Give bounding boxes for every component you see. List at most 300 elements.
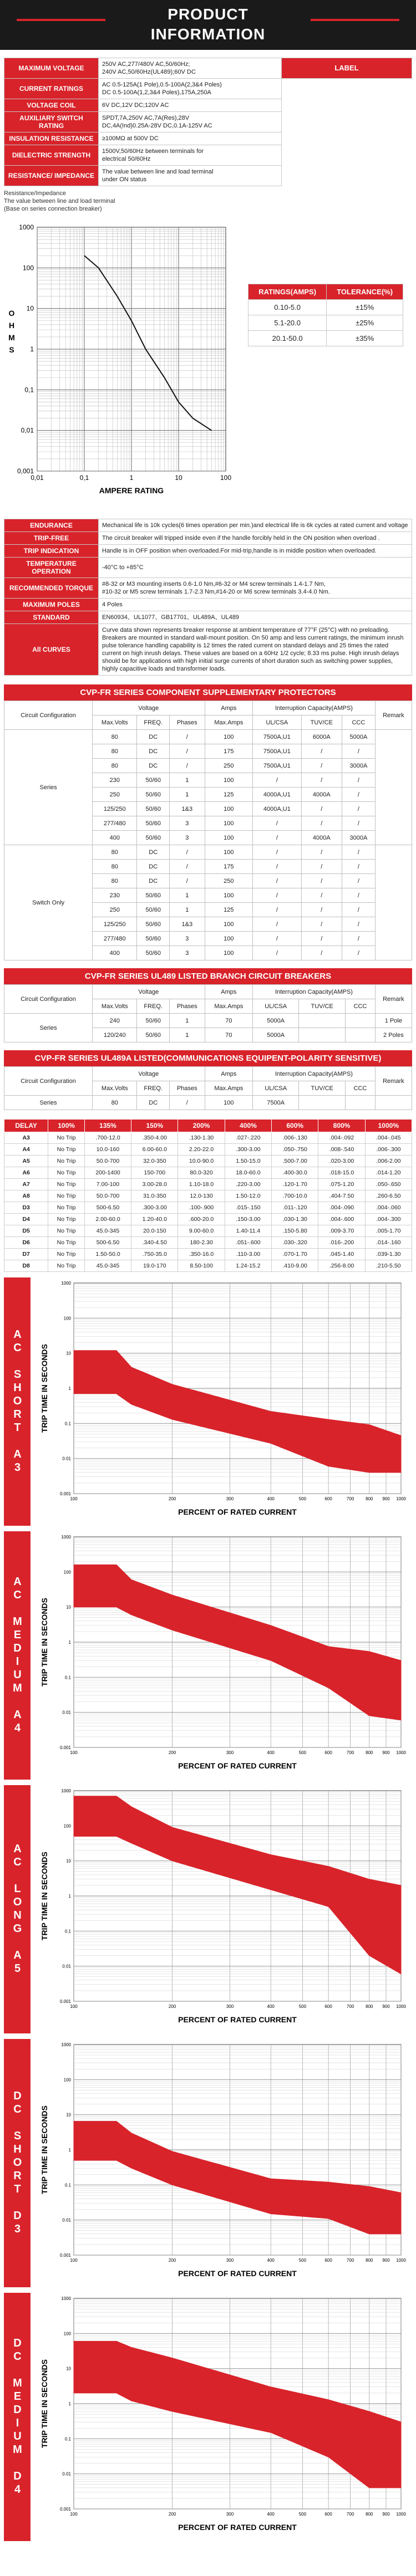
x-tick-label: 300 [226, 1496, 234, 1501]
col-voltage: Voltage [93, 1067, 205, 1081]
config-cell: Series [4, 1014, 93, 1042]
table-cell: / [301, 888, 342, 903]
delay-cell: 50.0-700 [84, 1156, 131, 1167]
remark-cell [375, 730, 412, 845]
table-row [4, 730, 412, 744]
col-config: Circuit Configuration [4, 701, 93, 730]
x-tick-label: 800 [366, 2512, 373, 2517]
delay-cell: .009-3.70 [318, 1225, 365, 1237]
delay-cell: .256-8.00 [318, 1260, 365, 1272]
table-cell: / [342, 860, 376, 874]
spec-row [4, 624, 412, 676]
spec-row [4, 58, 412, 79]
y-tick-label: 100 [63, 1570, 71, 1575]
table-cell: 7500A [253, 1096, 299, 1110]
config-cell: Switch Only [4, 845, 93, 960]
x-tick-label: 300 [226, 2004, 234, 2009]
delay-cell: No Trip [48, 1214, 85, 1225]
y-tick-label: 1000 [61, 1281, 71, 1286]
x-tick-label: 1 [129, 474, 134, 482]
delay-cell: 180-2.30 [178, 1237, 225, 1249]
sub-header: FREQ. [137, 999, 170, 1014]
table-cell: 80 [93, 1096, 137, 1110]
delay-cell: 2.20-22.0 [178, 1144, 225, 1156]
x-tick-label: 1000 [396, 2258, 406, 2263]
sub-header: CCC [346, 1081, 376, 1096]
y-axis-label-letter: O [8, 309, 15, 318]
delay-cell: .011-.120 [272, 1202, 318, 1214]
table-cell: / [170, 730, 205, 744]
table-cell: / [301, 802, 342, 816]
y-tick-label: 0.01 [62, 1710, 71, 1715]
spec-value: 6V DC,12V DC;120V AC [99, 99, 282, 112]
table-cell: 70 [205, 1028, 253, 1042]
sub-header: Phases [170, 715, 205, 730]
table-cell: DC [137, 1096, 170, 1110]
x-tick-label: 0,1 [79, 474, 89, 482]
table-cell: / [253, 831, 301, 845]
table-cell: 100 [205, 730, 253, 744]
col-remark: Remark [375, 1067, 412, 1096]
spec-label: All CURVES [4, 624, 99, 676]
delay-code: D4 [4, 1214, 48, 1225]
spec-value: 4 Poles [99, 599, 412, 611]
curve-side-text: AC SHORT A3 [11, 1328, 24, 1475]
x-tick-label: 100 [70, 2258, 78, 2263]
spec-row [4, 599, 412, 611]
delay-header: 100% [48, 1120, 85, 1132]
table-row [248, 331, 403, 346]
table-cell: / [342, 874, 376, 888]
impedance-caption-2: The value between line and load terminal [4, 198, 115, 205]
table-cell: 100 [205, 773, 253, 788]
x-tick-label: 500 [298, 2512, 307, 2517]
col-remark: Remark [375, 701, 412, 730]
y-tick-label: 0.1 [64, 1421, 71, 1427]
x-tick-label: 800 [366, 2258, 373, 2263]
delay-cell: 1.20-40.0 [131, 1214, 178, 1225]
spec-row [4, 519, 412, 532]
spec-table-bottom [4, 519, 412, 676]
table-cell: 5000A [253, 1014, 299, 1028]
x-tick-label: 700 [346, 1750, 354, 1755]
table-row [4, 1214, 412, 1225]
table-cell [375, 1096, 412, 1110]
tolerance-header-tolerance: TOLERANCE(%) [327, 284, 403, 300]
delay-cell: 2.00-60.0 [84, 1214, 131, 1225]
spec-label: AUXILIARY SWITCH RATING [4, 112, 99, 132]
table-row [4, 1167, 412, 1179]
spec-value: The circuit breaker will tripped inside even if the handle forcibly held in the ON position when overload . [99, 532, 412, 545]
x-tick-label: 500 [298, 2004, 307, 2009]
delay-header: 150% [131, 1120, 178, 1132]
table-cell: 100 [205, 1096, 253, 1110]
delay-cell: No Trip [48, 1156, 85, 1167]
delay-cell: .004-.300 [365, 1214, 412, 1225]
x-tick-label: 400 [267, 2004, 275, 2009]
delay-cell: .014-1.20 [365, 1167, 412, 1179]
table-cell: / [301, 744, 342, 759]
table-cell: 3000A [342, 831, 376, 845]
delay-cell: .004-.092 [318, 1132, 365, 1144]
ul489a-table [4, 1066, 412, 1110]
y-tick-label: 10 [26, 304, 34, 313]
trip-curve-block [4, 2293, 412, 2541]
delay-cell: .404-7.50 [318, 1190, 365, 1202]
table-cell: 100 [205, 917, 253, 932]
y-axis-label: TRIP TIME IN SECONDS [40, 1852, 49, 1940]
table-cell: 250 [93, 788, 137, 802]
delay-cell: 6.00-60.0 [131, 1144, 178, 1156]
table-cell: 50/60 [137, 816, 170, 831]
sub-header: CCC [342, 715, 376, 730]
delay-cell: .005-1.70 [365, 1225, 412, 1237]
delay-code: A6 [4, 1167, 48, 1179]
delay-cell: .260-6.50 [365, 1190, 412, 1202]
table-cell: / [342, 845, 376, 860]
header-banner [0, 0, 416, 50]
delay-cell: .340-4.50 [131, 1237, 178, 1249]
y-tick-label: 1 [68, 1386, 71, 1391]
table-cell: 50/60 [137, 888, 170, 903]
table-row [4, 1225, 412, 1237]
delay-code: A7 [4, 1179, 48, 1190]
table-cell: / [253, 816, 301, 831]
y-axis-label: TRIP TIME IN SECONDS [40, 2359, 49, 2448]
table-cell: / [253, 903, 301, 917]
table-cell: DC [137, 874, 170, 888]
delay-cell: .020-3.00 [318, 1156, 365, 1167]
x-tick-label: 100 [70, 1496, 78, 1501]
table-cell: 100 [205, 888, 253, 903]
col-remark: Remark [375, 985, 412, 1014]
y-tick-label: 1000 [61, 2042, 71, 2047]
table-cell: / [253, 874, 301, 888]
table-cell: / [170, 860, 205, 874]
table-cell: / [253, 845, 301, 860]
sub-header: TUV/CE [299, 1081, 346, 1096]
ul489-table [4, 984, 412, 1042]
delay-cell: .070-1.70 [272, 1249, 318, 1260]
delay-cell: No Trip [48, 1249, 85, 1260]
x-tick-label: 700 [346, 1496, 354, 1501]
curve-side-label [4, 1531, 31, 1780]
tolerance-rating: 5.1-20.0 [248, 315, 327, 331]
y-tick-label: 100 [63, 1823, 71, 1829]
table-cell: / [170, 874, 205, 888]
delay-cell: .700-10.0 [272, 1190, 318, 1202]
table-cell: / [253, 860, 301, 874]
delay-cell: 500-6.50 [84, 1202, 131, 1214]
x-tick-label: 100 [70, 2004, 78, 2009]
table-cell: 1 [170, 788, 205, 802]
table-cell: 175 [205, 860, 253, 874]
y-tick-label: 10 [66, 1858, 71, 1864]
table-cell: / [170, 759, 205, 773]
table-cell: 100 [205, 831, 253, 845]
y-tick-label: 0.1 [64, 1929, 71, 1934]
y-tick-label: 0.1 [64, 1675, 71, 1680]
x-tick-label: 700 [346, 2258, 354, 2263]
table-cell: 125/250 [93, 917, 137, 932]
delay-cell: No Trip [48, 1167, 85, 1179]
table-cell: 80 [93, 860, 137, 874]
x-axis-label: PERCENT OF RATED CURRENT [178, 2269, 297, 2278]
header-title-line2: INFORMATION [150, 25, 266, 43]
table-cell: / [253, 888, 301, 903]
col-interrupt: Interruption Capacity(AMPS) [253, 1067, 376, 1081]
x-tick-label: 500 [298, 1496, 307, 1501]
impedance-chart [4, 216, 237, 515]
table-cell: 100 [205, 845, 253, 860]
table-cell: 7500A,U1 [253, 730, 301, 744]
sub-header: Max.Amps [205, 715, 253, 730]
cvp-fr-table [4, 701, 412, 960]
sub-header: FREQ. [137, 1081, 170, 1096]
spec-row [4, 611, 412, 624]
delay-code: D6 [4, 1237, 48, 1249]
spec-row [4, 99, 412, 112]
x-tick-label: 200 [168, 2512, 176, 2517]
spec-label: RECOMMENDED TORQUE [4, 578, 99, 599]
delay-cell: 31.0-350 [131, 1190, 178, 1202]
delay-cell: .410-9.00 [272, 1260, 318, 1272]
delay-cell: 1.50-12.0 [225, 1190, 271, 1202]
sub-header: UL/CSA [253, 999, 299, 1014]
sub-header: Max.Volts [93, 1081, 137, 1096]
spec-value: EN60934、UL1077、GB17701、UL489A、UL489 [99, 611, 412, 624]
trip-curve-block [4, 1531, 412, 1780]
delay-header: DELAY [4, 1120, 48, 1132]
spec-label: ENDURANCE [4, 519, 99, 532]
x-tick-label: 700 [346, 2512, 354, 2517]
delay-cell: .110-3.00 [225, 1249, 271, 1260]
delay-cell: No Trip [48, 1202, 85, 1214]
table-cell: 100 [205, 946, 253, 960]
spec-label: CURRENT RATINGS [4, 79, 99, 99]
table-row [248, 300, 403, 315]
curve-side-text: AC LONG A5 [11, 1843, 24, 1976]
delay-cell: No Trip [48, 1132, 85, 1144]
table-cell: 5000A [342, 730, 376, 744]
spec-blank [282, 145, 412, 166]
table-cell: 7500A,U1 [253, 759, 301, 773]
cvp-fr-title: CVP-FR SERIES COMPONENT SUPPLEMENTARY PROTECTORS [4, 684, 412, 701]
table-row [4, 1179, 412, 1190]
delay-cell: 7.00-100 [84, 1179, 131, 1190]
table-cell: / [301, 946, 342, 960]
tolerance-value: ±15% [327, 300, 403, 315]
spec-value: AC 0.5-125A(1 Pole),0.5-100A(2,3&4 Poles) DC 0.5-100A(1,2,3&4 Poles),175A,250A [99, 79, 282, 99]
impedance-caption-1: Resistance/Impedance [4, 190, 66, 197]
y-axis-label-letter: H [8, 321, 15, 330]
delay-cell: .120-1.70 [272, 1179, 318, 1190]
spec-blank [282, 166, 412, 186]
sub-header: FREQ. [137, 715, 170, 730]
table-cell: 4000A [301, 831, 342, 845]
y-tick-label: 0.01 [62, 2217, 71, 2223]
curve-side-text: DC MEDIUM D4 [11, 2337, 24, 2497]
table-cell: 230 [93, 888, 137, 903]
table-cell: / [253, 946, 301, 960]
sub-header: Max.Amps [205, 999, 253, 1014]
table-cell [299, 1014, 346, 1028]
spec-blank [282, 112, 412, 132]
x-tick-label: 600 [324, 1750, 332, 1755]
delay-code: D8 [4, 1260, 48, 1272]
delay-cell: .600-20.0 [178, 1214, 225, 1225]
table-cell: 240 [93, 1014, 137, 1028]
trip-curve-chart [35, 1531, 412, 1780]
delay-cell: .004-.045 [365, 1132, 412, 1144]
delay-cell: .220-3.00 [225, 1179, 271, 1190]
table-cell: / [253, 773, 301, 788]
spec-blank [282, 132, 412, 145]
x-tick-label: 700 [346, 2004, 354, 2009]
table-row [4, 845, 412, 860]
col-interrupt: Interruption Capacity(AMPS) [253, 985, 376, 999]
delay-header: 800% [318, 1120, 365, 1132]
delay-code: A3 [4, 1132, 48, 1144]
delay-cell: 1.40-11.4 [225, 1225, 271, 1237]
x-tick-label: 10 [175, 474, 182, 482]
spec-value: ≥100MΩ at 500V DC [99, 132, 282, 145]
delay-cell: .150-3.00 [225, 1214, 271, 1225]
sub-header: Phases [170, 1081, 205, 1096]
spec-label: MAXIMUM VOLTAGE [4, 58, 99, 79]
config-cell: Series [4, 730, 93, 845]
delay-cell: .016-.200 [318, 1237, 365, 1249]
table-cell: 50/60 [137, 932, 170, 946]
table-cell: / [170, 744, 205, 759]
table-cell: 2 Poles [375, 1028, 412, 1042]
delay-cell: 10.0-90.0 [178, 1156, 225, 1167]
x-tick-label: 500 [298, 1750, 307, 1755]
delay-cell: .030-.320 [272, 1237, 318, 1249]
y-tick-label: 10 [66, 2112, 71, 2118]
spec-value: 250V AC,277/480V AC,50/60Hz; 240V AC,50/60Hz(UL489);60V DC [99, 58, 282, 79]
table-cell: 250 [205, 759, 253, 773]
delay-cell: No Trip [48, 1225, 85, 1237]
table-cell: 1 Pole [375, 1014, 412, 1028]
x-tick-label: 400 [267, 1750, 275, 1755]
delay-code: D7 [4, 1249, 48, 1260]
x-tick-label: 900 [382, 2512, 390, 2517]
delay-cell: .700-12.0 [84, 1132, 131, 1144]
table-cell: 50/60 [137, 1028, 170, 1042]
sub-header: Max.Volts [93, 715, 137, 730]
delay-code: A4 [4, 1144, 48, 1156]
table-row [248, 315, 403, 331]
x-tick-label: 100 [70, 1750, 78, 1755]
table-cell: / [342, 788, 376, 802]
remark-cell [375, 845, 412, 960]
col-amps: Amps [205, 1067, 253, 1081]
col-amps: Amps [205, 985, 253, 999]
delay-code: A5 [4, 1156, 48, 1167]
x-tick-label: 0,01 [31, 474, 44, 482]
table-cell [299, 1096, 346, 1110]
delay-cell: 10.0-160 [84, 1144, 131, 1156]
x-tick-label: 600 [324, 2004, 332, 2009]
delay-cell: .350-16.0 [178, 1249, 225, 1260]
trip-curve-chart [35, 1277, 412, 1526]
table-cell [346, 1014, 376, 1028]
table-cell: 125 [205, 903, 253, 917]
delay-cell: 500-6.50 [84, 1237, 131, 1249]
spec-value: 1500V,50/60Hz between terminals for electrical 50/60Hz [99, 145, 282, 166]
y-tick-label: 0,01 [21, 426, 34, 435]
table-cell: 250 [93, 903, 137, 917]
y-axis-label-letter: S [9, 345, 14, 354]
table-cell: 1 [170, 1028, 205, 1042]
x-tick-label: 1000 [396, 1496, 406, 1501]
delay-table [4, 1119, 412, 1272]
delay-cell: 19.0-170 [131, 1260, 178, 1272]
x-tick-label: 200 [168, 2258, 176, 2263]
delay-cell: 12.0-130 [178, 1190, 225, 1202]
y-tick-label: 0.01 [62, 2471, 71, 2477]
delay-cell: .045-1.40 [318, 1249, 365, 1260]
table-cell: 100 [205, 816, 253, 831]
table-cell [346, 1096, 376, 1110]
x-tick-label: 300 [226, 2258, 234, 2263]
table-cell: 1 [170, 903, 205, 917]
y-tick-label: 100 [22, 264, 34, 272]
table-cell: 50/60 [137, 788, 170, 802]
x-tick-label: 100 [70, 2512, 78, 2517]
curve-side-label [4, 2039, 31, 2287]
table-cell: 3000A [342, 759, 376, 773]
header-title-line1: PRODUCT [168, 6, 248, 23]
delay-cell: .500-7.00 [272, 1156, 318, 1167]
table-cell: 125 [205, 788, 253, 802]
table-cell: 6000A [301, 730, 342, 744]
sub-header: UL/CSA [253, 715, 301, 730]
delay-cell: No Trip [48, 1179, 85, 1190]
trip-curve-block [4, 1785, 412, 2033]
y-tick-label: 1 [68, 2148, 71, 2153]
table-cell: 400 [93, 946, 137, 960]
y-axis-label-letter: M [8, 333, 15, 342]
delay-cell: 80.0-320 [178, 1167, 225, 1179]
trip-curve-chart [35, 2039, 412, 2287]
delay-cell: 1.50-15.0 [225, 1156, 271, 1167]
curve-side-text: DC SHORT D3 [11, 2090, 24, 2236]
table-cell: 80 [93, 744, 137, 759]
delay-cell: 32.0-350 [131, 1156, 178, 1167]
delay-header: 1000% [365, 1120, 412, 1132]
table-cell: 80 [93, 730, 137, 744]
spec-label: INSULATION RESISTANCE [4, 132, 99, 145]
trip-curve-block [4, 2039, 412, 2287]
table-cell: 400 [93, 831, 137, 845]
table-cell: 4000A,U1 [253, 802, 301, 816]
delay-cell: 200-1400 [84, 1167, 131, 1179]
delay-cell: .130-1.30 [178, 1132, 225, 1144]
table-cell: 1 [170, 888, 205, 903]
x-tick-label: 800 [366, 1750, 373, 1755]
y-tick-label: 10 [66, 1604, 71, 1610]
table-cell: 277/480 [93, 816, 137, 831]
spec-row [4, 578, 412, 599]
table-cell: 125/250 [93, 802, 137, 816]
delay-cell: .004-.060 [365, 1202, 412, 1214]
table-cell: DC [137, 730, 170, 744]
table-row [4, 1249, 412, 1260]
y-tick-label: 0.01 [62, 1964, 71, 1969]
table-cell: 277/480 [93, 932, 137, 946]
